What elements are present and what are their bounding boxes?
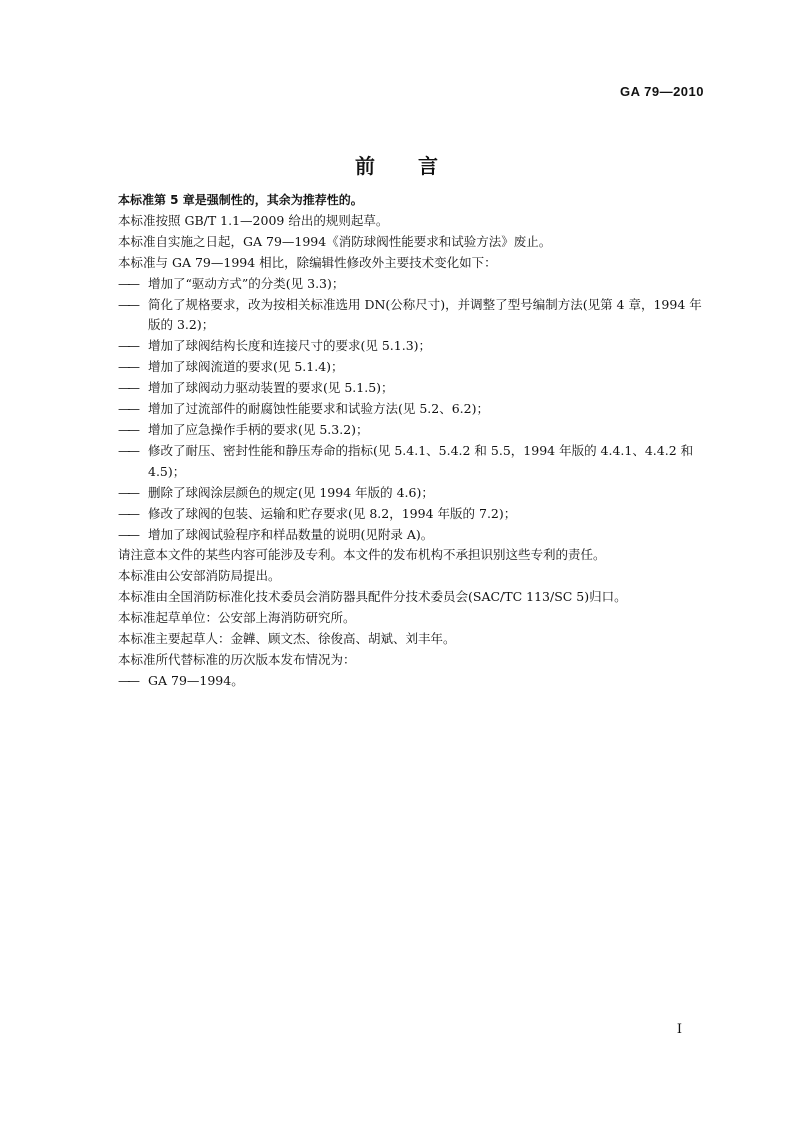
dash-mark: —— xyxy=(118,672,137,688)
foreword-body xyxy=(118,190,714,692)
change-item xyxy=(118,441,714,483)
change-item xyxy=(118,274,714,295)
change-item xyxy=(118,378,714,399)
supersedes-statement: 本标准自实施之日起，GA 79—1994《消防球阀性能要求和试验方法》废止。 xyxy=(118,233,552,249)
edition-history-text: GA 79—1994。 xyxy=(148,672,244,688)
dash-mark: —— xyxy=(118,526,137,542)
patent-notice: 请注意本文件的某些内容可能涉及专利。本文件的发布机构不承担识别这些专利的责任。 xyxy=(118,547,606,563)
drafting-organization: 本标准起草单位：公安部上海消防研究所。 xyxy=(118,610,356,626)
change-item xyxy=(118,336,714,357)
change-item xyxy=(118,504,714,525)
dash-mark: —— xyxy=(118,380,137,396)
dash-mark: —— xyxy=(118,275,137,291)
drafting-rules-statement: 本标准按照 GB/T 1.1—2009 给出的规则起草。 xyxy=(118,212,389,228)
change-item-text: 增加了应急操作手柄的要求(见 5.3.2)； xyxy=(148,421,369,437)
dash-mark: —— xyxy=(118,484,137,500)
change-item xyxy=(118,399,714,420)
mandatory-statement: 本标准第 5 章是强制性的，其余为推荐性的。 xyxy=(118,193,363,207)
technical-committee-statement: 本标准由全国消防标准化技术委员会消防器具配件分技术委员会(SAC/TC 113/SC 5)归口。 xyxy=(118,589,627,605)
edition-history-intro: 本标准所代替标准的历次版本发布情况为： xyxy=(118,651,356,667)
dash-mark: —— xyxy=(118,442,137,458)
change-item xyxy=(118,525,714,546)
change-item-text: 修改了球阀的包装、运输和贮存要求(见 8.2，1994 年版的 7.2)； xyxy=(148,505,517,521)
dash-mark: —— xyxy=(118,359,137,375)
change-item-text: 删除了球阀涂层颜色的规定(见 1994 年版的 4.6)； xyxy=(148,484,434,500)
change-item-text: 简化了规格要求，改为按相关标准选用 DN(公称尺寸)，并调整了型号编制方法(见第 4 章，1994 年版的 3.2)； xyxy=(148,296,702,333)
change-item-text: 增加了过流部件的耐腐蚀性能要求和试验方法(见 5.2、6.2)； xyxy=(148,401,489,417)
change-item-text: 修改了耐压、密封性能和静压寿命的指标(见 5.4.1、5.4.2 和 5.5，1994 年版的 4.4.1、4.4.2 和 4.5)； xyxy=(148,442,694,479)
dash-mark: —— xyxy=(118,505,137,521)
edition-history-item xyxy=(118,671,714,692)
page-title: 前 言 xyxy=(355,154,439,178)
change-item-text: 增加了球阀试验程序和样品数量的说明(见附录 A)。 xyxy=(148,526,434,542)
change-item xyxy=(118,420,714,441)
change-item-text: 增加了球阀动力驱动装置的要求(见 5.1.5)； xyxy=(148,380,394,396)
change-item-text: 增加了球阀流道的要求(见 5.1.4)； xyxy=(148,359,344,375)
page-number: I xyxy=(676,1022,682,1037)
change-item-text: 增加了球阀结构长度和连接尺寸的要求(见 5.1.3)； xyxy=(148,338,432,354)
change-item xyxy=(118,295,714,337)
change-item xyxy=(118,483,714,504)
standard-code: GA 79—2010 xyxy=(619,84,704,99)
change-item-text: 增加了“驱动方式”的分类(见 3.3)； xyxy=(148,275,345,291)
dash-mark: —— xyxy=(118,421,137,437)
change-item xyxy=(118,357,714,378)
dash-mark: —— xyxy=(118,401,137,417)
main-drafters: 本标准主要起草人：金韡、顾文杰、徐俊高、胡斌、刘丰年。 xyxy=(118,631,456,647)
changes-intro: 本标准与 GA 79—1994 相比，除编辑性修改外主要技术变化如下： xyxy=(118,254,497,270)
dash-mark: —— xyxy=(118,338,137,354)
dash-mark: —— xyxy=(118,296,137,312)
proposer-statement: 本标准由公安部消防局提出。 xyxy=(118,568,281,584)
